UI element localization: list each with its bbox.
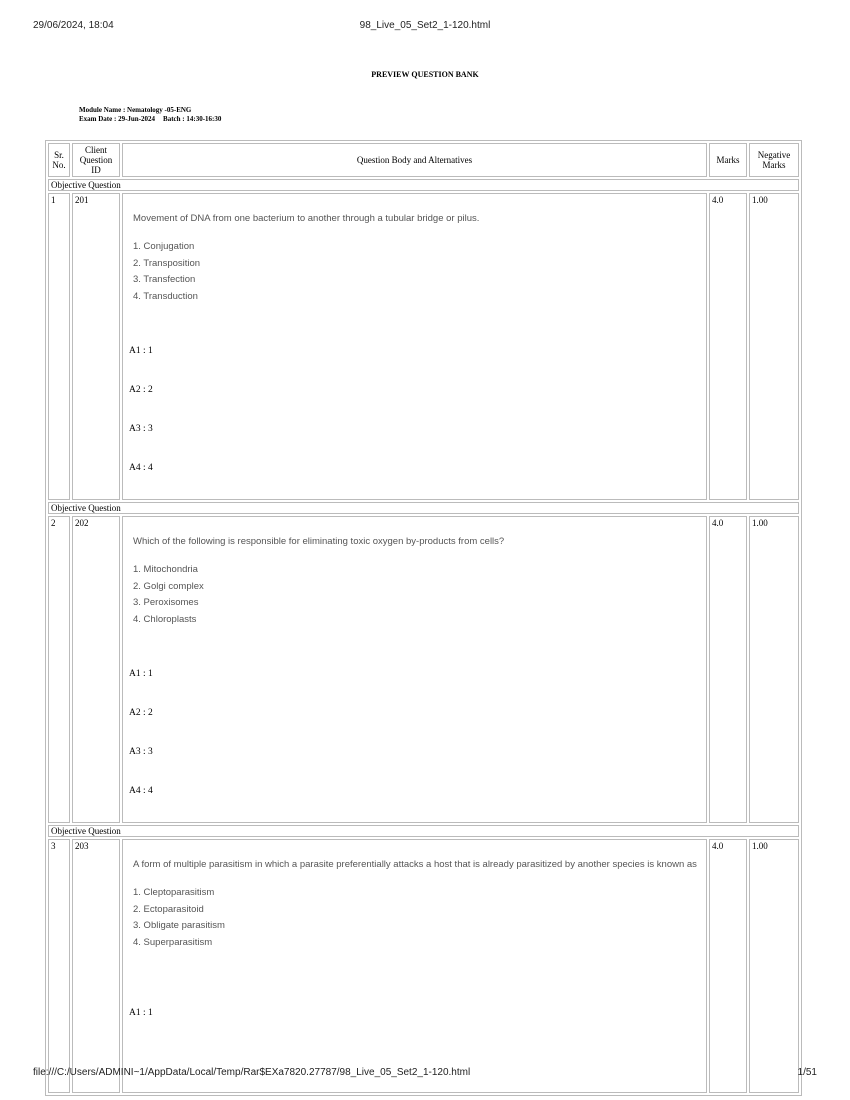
header-client-id: Client Question ID — [72, 143, 120, 177]
question-row — [48, 516, 799, 823]
section-label: Objective Question — [48, 179, 799, 191]
section-row — [48, 179, 799, 191]
question-text: A form of multiple parasitism in which a parasite preferentially attacks a host that is already parasitized by another species is known as — [133, 859, 697, 870]
exam-date: Exam Date : 29-Jun-2024 — [79, 115, 156, 123]
question-text: Which of the following is responsible for eliminating toxic oxygen by-products from cells? — [133, 536, 505, 547]
answer-item: A3 : 3 — [129, 747, 153, 757]
section-row — [48, 502, 799, 514]
header-negative-marks: Negative Marks — [749, 143, 799, 177]
table-header-row — [48, 143, 799, 177]
option-list — [133, 562, 700, 628]
option-item: 2. Golgi complex — [133, 580, 204, 592]
question-marks: 4.0 — [709, 193, 747, 500]
option-item: 3. Transfection — [133, 274, 196, 285]
answer-list — [129, 669, 153, 825]
option-item: 4. Transduction — [133, 290, 198, 302]
answer-item: A2 : 2 — [129, 385, 153, 395]
question-marks: 4.0 — [709, 839, 747, 1093]
question-client-id: 201 — [72, 193, 120, 500]
question-client-id: 203 — [72, 839, 120, 1093]
question-marks: 4.0 — [709, 516, 747, 823]
question-negative-marks: 1.00 — [749, 516, 799, 823]
question-row — [48, 193, 799, 500]
header-question-body: Question Body and Alternatives — [122, 143, 707, 177]
question-body — [122, 839, 707, 1093]
option-item: 1. Cleptoparasitism — [133, 887, 215, 898]
option-item: 2. Transposition — [133, 257, 201, 269]
answer-item: A2 : 2 — [129, 708, 153, 718]
print-datetime: 29/06/2024, 18:04 — [33, 20, 114, 31]
answer-item: A4 : 4 — [129, 786, 153, 796]
option-item: 1. Conjugation — [133, 241, 195, 252]
question-table — [45, 140, 802, 1096]
answer-item: A1 : 1 — [129, 669, 153, 679]
section-label: Objective Question — [48, 502, 799, 514]
question-body — [122, 516, 707, 823]
question-row — [48, 839, 799, 1093]
answer-list — [129, 1008, 153, 1047]
module-name: Module Name : Nematology -05-ENG — [79, 106, 192, 114]
question-text: Movement of DNA from one bacterium to another through a tubular bridge or pilus. — [133, 213, 480, 224]
page-title: PREVIEW QUESTION BANK — [371, 70, 479, 79]
option-list — [133, 239, 700, 305]
answer-item: A4 : 4 — [129, 463, 153, 473]
section-row — [48, 825, 799, 837]
question-sr: 2 — [48, 516, 70, 823]
answer-item: A1 : 1 — [129, 1008, 153, 1018]
answer-list — [129, 346, 153, 502]
answer-item: A1 : 1 — [129, 346, 153, 356]
page-number: 1/51 — [797, 1067, 817, 1078]
question-sr: 3 — [48, 839, 70, 1093]
question-client-id: 202 — [72, 516, 120, 823]
header-sr-no: Sr. No. — [48, 143, 70, 177]
option-item: 4. Chloroplasts — [133, 613, 197, 625]
print-filename: 98_Live_05_Set2_1-120.html — [359, 20, 491, 31]
option-list — [133, 885, 700, 951]
header-marks: Marks — [709, 143, 747, 177]
file-path: file:///C:/Users/ADMINI~1/AppData/Local/Temp/Rar$EXa7820.27787/98_Live_05_Set2_1-120.html — [33, 1067, 471, 1078]
option-item: 4. Superparasitism — [133, 936, 213, 948]
option-item: 2. Ectoparasitoid — [133, 903, 204, 915]
option-item: 3. Peroxisomes — [133, 597, 199, 608]
option-item: 3. Obligate parasitism — [133, 920, 225, 931]
batch-time: Batch : 14:30-16:30 — [163, 115, 222, 123]
answer-item: A3 : 3 — [129, 424, 153, 434]
option-item: 1. Mitochondria — [133, 564, 198, 575]
question-body — [122, 193, 707, 500]
module-info — [79, 106, 221, 124]
section-label: Objective Question — [48, 825, 799, 837]
question-sr: 1 — [48, 193, 70, 500]
question-negative-marks: 1.00 — [749, 839, 799, 1093]
question-negative-marks: 1.00 — [749, 193, 799, 500]
